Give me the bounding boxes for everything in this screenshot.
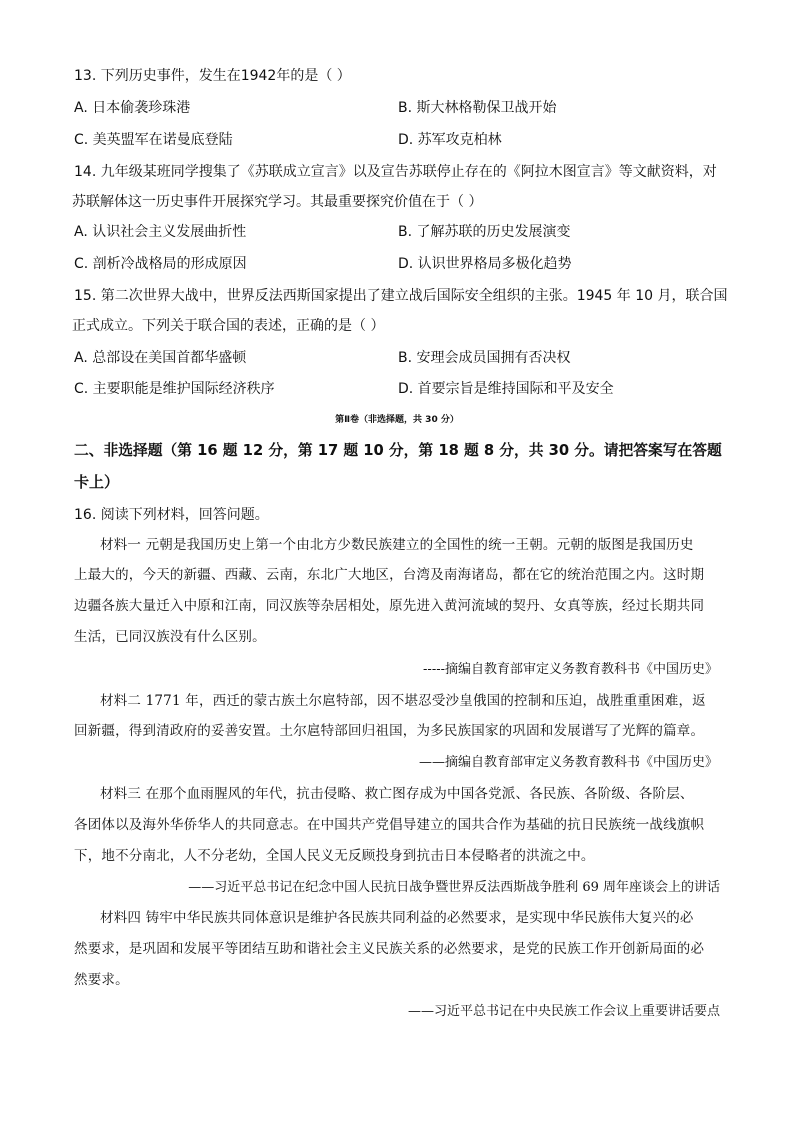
- material1-line4: 生活，已同汉族没有什么区别。: [74, 629, 266, 645]
- material3-line3: 下，地不分南北，人不分老幼，全国人民义无反顾投身到抗击日本侵略者的洪流之中。: [74, 848, 595, 864]
- q13-option-b: B. 斯大林格勒保卫战开始: [398, 100, 557, 116]
- q14-stem-line2: 苏联解体这一历史事件开展探究学习。其最重要探究价值在于（ ）: [72, 194, 483, 210]
- q15-option-d: D. 首要宗旨是维持国际和平及安全: [398, 381, 614, 397]
- q13-option-a: A. 日本偷袭珍珠港: [74, 100, 191, 116]
- section-heading-line2: 卡上）: [74, 473, 120, 491]
- q15-stem-line1: 15. 第二次世界大战中，世界反法西斯国家提出了建立战后国际安全组织的主张。1945 年 10 月，联合国: [74, 288, 728, 304]
- material3-line2: 各团体以及海外华侨华人的共同意志。在中国共产党倡导建立的国共合作为基础的抗日民族统一战线旗帜: [74, 817, 705, 833]
- material1-line3: 边疆各族大量迁入中原和江南，同汉族等杂居相处，原先进入黄河流域的契丹、女真等族，经过长期共同: [74, 598, 705, 614]
- q14-option-c: C. 剖析冷战格局的形成原因: [74, 256, 247, 272]
- material4-line1: 材料四 铸牢中华民族共同体意识是维护各民族共同利益的必然要求，是实现中华民族伟大复兴的必: [100, 910, 694, 926]
- section-heading-line1: 二、非选择题（第 16 题 12 分，第 17 题 10 分，第 18 题 8 分，共 30 分。请把答案写在答题: [74, 442, 722, 459]
- q13-option-d: D. 苏军攻克柏林: [398, 132, 502, 148]
- material4-line3: 然要求。: [74, 972, 129, 988]
- q15-stem-line2: 正式成立。下列关于联合国的表述，正确的是（ ）: [72, 318, 385, 334]
- material4-source: ——习近平总书记在中央民族工作会议上重要讲话要点: [407, 1004, 720, 1019]
- material4-line2: 然要求，是巩固和发展平等团结互助和谐社会主义民族关系的必然要求，是党的民族工作开创新局面的必: [74, 941, 705, 957]
- material2-line2: 回新疆，得到清政府的妥善安置。土尔扈特部回归祖国，为多民族国家的巩固和发展谱写了光辉的篇章。: [74, 723, 705, 739]
- q15-option-c: C. 主要职能是维护国际经济秩序: [74, 381, 275, 397]
- material1-line1: 材料一 元朝是我国历史上第一个由北方少数民族建立的全国性的统一王朝。元朝的版图是我国历史: [100, 537, 694, 553]
- q14-option-a: A. 认识社会主义发展曲折性: [74, 224, 247, 240]
- q15-option-a: A. 总部设在美国首都华盛顿: [74, 350, 247, 366]
- material1-line2: 上最大的，今天的新疆、西藏、云南，东北广大地区，台湾及南海诸岛，都在它的统治范围之内。这时期: [74, 567, 705, 583]
- q13-option-c: C. 美英盟军在诺曼底登陆: [74, 132, 233, 148]
- material1-source: -----摘编自教育部审定义务教育教科书《中国历史》: [423, 662, 718, 677]
- material3-source: ——习近平总书记在纪念中国人民抗日战争暨世界反法西斯战争胜利 69 周年座谈会上的讲话: [188, 880, 720, 895]
- q15-option-b: B. 安理会成员国拥有否决权: [398, 350, 571, 366]
- material3-line1: 材料三 在那个血雨腥风的年代，抗击侵略、救亡图存成为中国各党派、各民族、各阶级、各阶层、: [100, 786, 694, 802]
- section-title: 第Ⅱ卷（非选择题，共 30 分）: [335, 415, 459, 425]
- q14-stem-line1: 14. 九年级某班同学搜集了《苏联成立宣言》以及宣告苏联停止存在的《阿拉木图宣言》等文献资料，对: [74, 164, 717, 180]
- q14-option-b: B. 了解苏联的历史发展演变: [398, 224, 571, 240]
- q14-option-d: D. 认识世界格局多极化趋势: [398, 256, 572, 272]
- material2-source: ——摘编自教育部审定义务教育教科书《中国历史》: [418, 755, 718, 770]
- q16-stem: 16. 阅读下列材料，回答问题。: [74, 507, 269, 523]
- material2-line1: 材料二 1771 年，西迁的蒙古族土尔扈特部，因不堪忍受沙皇俄国的控制和压迫，战胜重重困难，返: [100, 693, 706, 709]
- q13-stem: 13. 下列历史事件，发生在1942年的是（ ）: [74, 68, 351, 84]
